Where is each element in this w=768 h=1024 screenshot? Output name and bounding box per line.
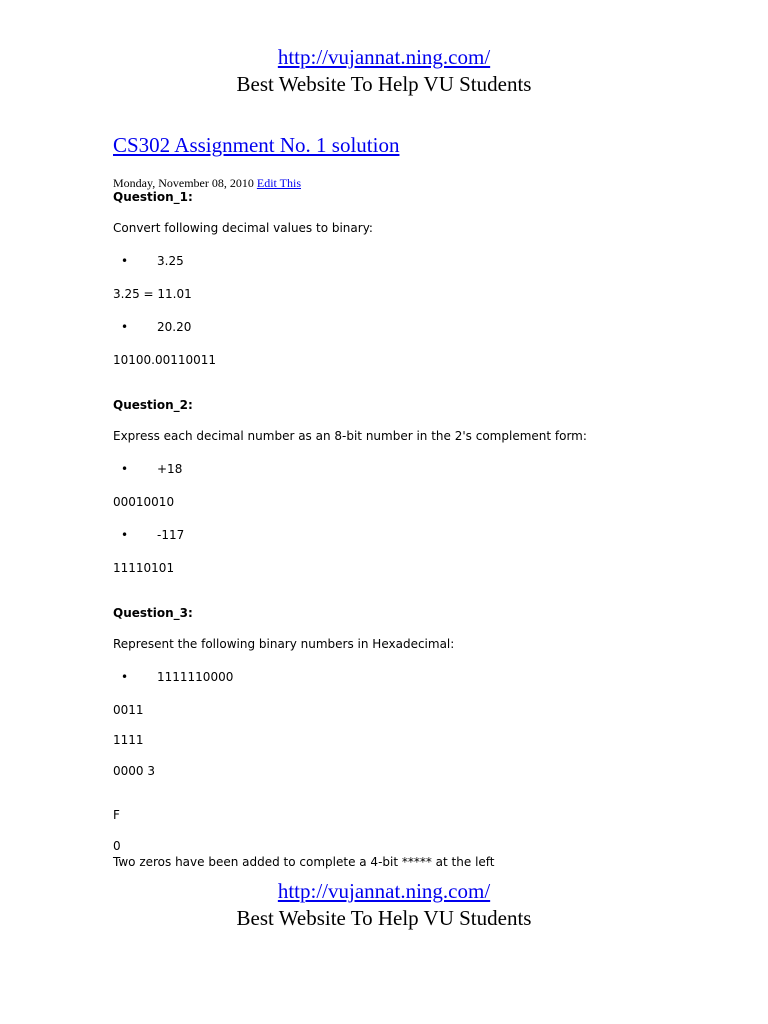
list-item-value: 20.20 xyxy=(157,320,192,334)
question-3-line-3: 0000 3 xyxy=(113,764,155,778)
question-2-heading: Question_2: xyxy=(113,398,193,412)
question-2-prompt: Express each decimal number as an 8-bit number in the 2's complement form: xyxy=(113,429,587,443)
list-item xyxy=(113,320,191,334)
bullet-icon: • xyxy=(120,254,129,268)
list-item xyxy=(113,670,233,684)
site-link-header[interactable]: http://vujannat.ning.com/ xyxy=(277,45,491,69)
bullet-icon: • xyxy=(120,320,129,334)
bullet-icon: • xyxy=(120,462,129,476)
question-2-answer-1: 00010010 xyxy=(113,495,175,509)
list-item xyxy=(113,254,184,268)
list-item-value: 3.25 xyxy=(157,254,184,268)
list-item-value: +18 xyxy=(157,462,183,476)
question-3-prompt: Represent the following binary numbers in Hexadecimal: xyxy=(113,637,455,651)
post-date: Monday, November 08, 2010 xyxy=(113,176,254,190)
post-date-line xyxy=(113,176,301,191)
question-3-line-4: F xyxy=(113,808,120,822)
question-3-heading: Question_3: xyxy=(113,606,193,620)
question-1-prompt: Convert following decimal values to binary: xyxy=(113,221,373,235)
site-link-footer[interactable]: http://vujannat.ning.com/ xyxy=(277,879,491,903)
question-1-answer-2: 10100.00110011 xyxy=(113,353,217,367)
list-item-value: -117 xyxy=(157,528,185,542)
list-item-value: 1111110000 xyxy=(157,670,234,684)
question-3-note: Two zeros have been added to complete a 4-bit ***** at the left xyxy=(113,855,495,869)
edit-this-link[interactable]: Edit This xyxy=(256,176,301,190)
bullet-icon: • xyxy=(120,670,129,684)
question-1-answer-1: 3.25 = 11.01 xyxy=(113,287,192,301)
question-3-line-5: 0 xyxy=(113,839,121,853)
bullet-icon: • xyxy=(120,528,129,542)
question-3-line-1: 0011 xyxy=(113,703,144,717)
site-tagline-footer: Best Website To Help VU Students xyxy=(236,906,532,930)
question-3-line-2: 1111 xyxy=(113,733,144,747)
question-1-heading: Question_1: xyxy=(113,190,193,204)
list-item xyxy=(113,528,184,542)
post-title-link[interactable]: CS302 Assignment No. 1 solution xyxy=(113,133,400,157)
site-tagline-header: Best Website To Help VU Students xyxy=(236,72,532,96)
list-item xyxy=(113,462,182,476)
question-2-answer-2: 11110101 xyxy=(113,561,175,575)
